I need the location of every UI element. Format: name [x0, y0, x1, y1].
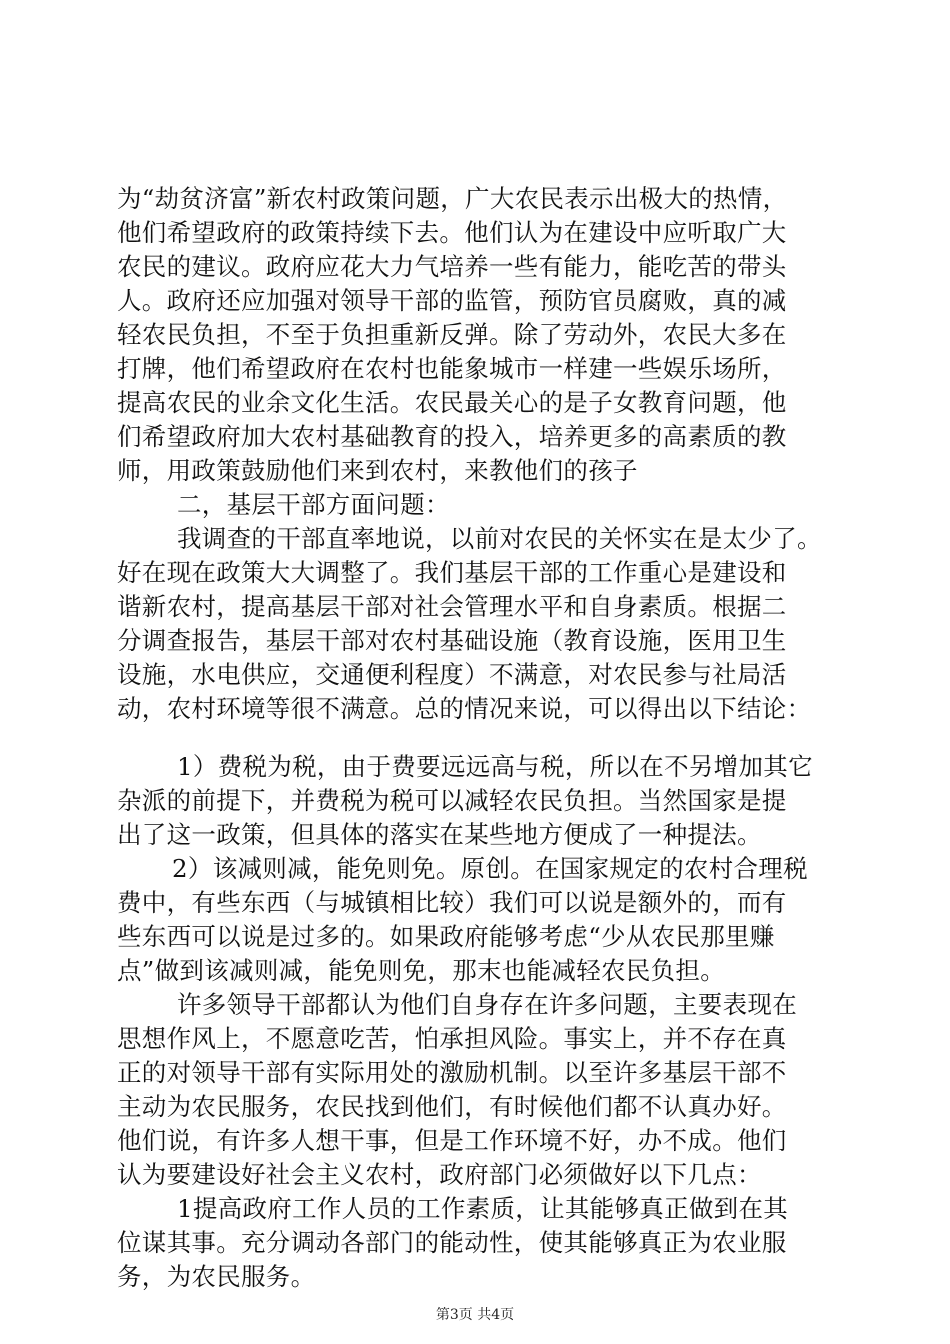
section-heading: 二，基层干部方面问题：: [177, 490, 450, 519]
text-line: 我调查的干部直率地说，以前对农民的关怀实在是太少了。: [177, 524, 822, 553]
text-line: 思想作风上，不愿意吃苦，怕承担风险。事实上，并不存在真: [117, 1024, 787, 1053]
text-line: 正的对领导干部有实际用处的激励机制。以至许多基层干部不: [117, 1058, 787, 1087]
list-item-line: 1提高政府工作人员的工作素质，让其能够真正做到在其: [177, 1194, 789, 1223]
text-line: 位谋其事。充分调动各部门的能动性，使其能够真正为农业服: [117, 1228, 787, 1257]
text-line: 分调查报告，基层干部对农村基础设施（教育设施，医用卫生: [117, 626, 787, 655]
text-line: 轻农民负担，不至于负担重新反弹。除了劳动外，农民大多在: [117, 320, 787, 349]
text-line: 他们希望政府的政策持续下去。他们认为在建设中应听取广大: [117, 218, 787, 247]
text-line: 好在现在政策大大调整了。我们基层干部的工作重心是建设和: [117, 558, 787, 587]
text-line: 人。政府还应加强对领导干部的监管，预防官员腐败，真的减: [117, 286, 787, 315]
text-line: 些东西可以说是过多的。如果政府能够考虑“少从农民那里赚: [117, 922, 775, 951]
text-line: 为“劫贫济富”新农村政策问题，广大农民表示出极大的热情，: [117, 184, 788, 213]
text-line: 师，用政策鼓励他们来到农村，来教他们的孩子: [117, 456, 638, 485]
text-line: 点”做到该减则减，能免则免，那末也能减轻农民负担。: [117, 956, 726, 985]
text-line: 打牌，他们希望政府在农村也能象城市一样建一些娱乐场所，: [117, 354, 787, 383]
text-line: 费中，有些东西（与城镇相比较）我们可以说是额外的，而有: [117, 888, 787, 917]
text-line: 许多领导干部都认为他们自身存在许多问题，主要表现在: [177, 990, 797, 1019]
text-line: 动，农村环境等很不满意。总的情况来说，可以得出以下结论：: [117, 694, 812, 723]
text-line: 农民的建议。政府应花大力气培养一些有能力，能吃苦的带头: [117, 252, 787, 281]
text-line: 务，为农民服务。: [117, 1262, 316, 1291]
text-line: 杂派的前提下，并费税为税可以减轻农民负担。当然国家是提: [117, 786, 787, 815]
text-line: 谐新农村，提高基层干部对社会管理水平和自身素质。根据二: [117, 592, 787, 621]
text-line: 设施，水电供应，交通便利程度）不满意，对农民参与社局活: [117, 660, 787, 689]
page-footer: 第3页 共4页: [435, 1307, 515, 1323]
text-line: 出了这一政策，但具体的落实在某些地方便成了一种提法。: [117, 820, 762, 849]
text-line: 们希望政府加大农村基础教育的投入，培养更多的高素质的教: [117, 422, 787, 451]
list-item-line: 2）该减则减，能免则免。原创。在国家规定的农村合理税: [172, 854, 808, 883]
list-item-line: 1）费税为税，由于费要远远高与税，所以在不另增加其它: [177, 752, 813, 781]
text-line: 提高农民的业余文化生活。农民最关心的是子女教育问题，他: [117, 388, 787, 417]
text-line: 认为要建设好社会主义农村，政府部门必须做好以下几点：: [117, 1160, 762, 1189]
text-line: 主动为农民服务，农民找到他们，有时候他们都不认真办好。: [117, 1092, 787, 1121]
text-line: 他们说，有许多人想干事，但是工作环境不好，办不成。他们: [117, 1126, 787, 1155]
